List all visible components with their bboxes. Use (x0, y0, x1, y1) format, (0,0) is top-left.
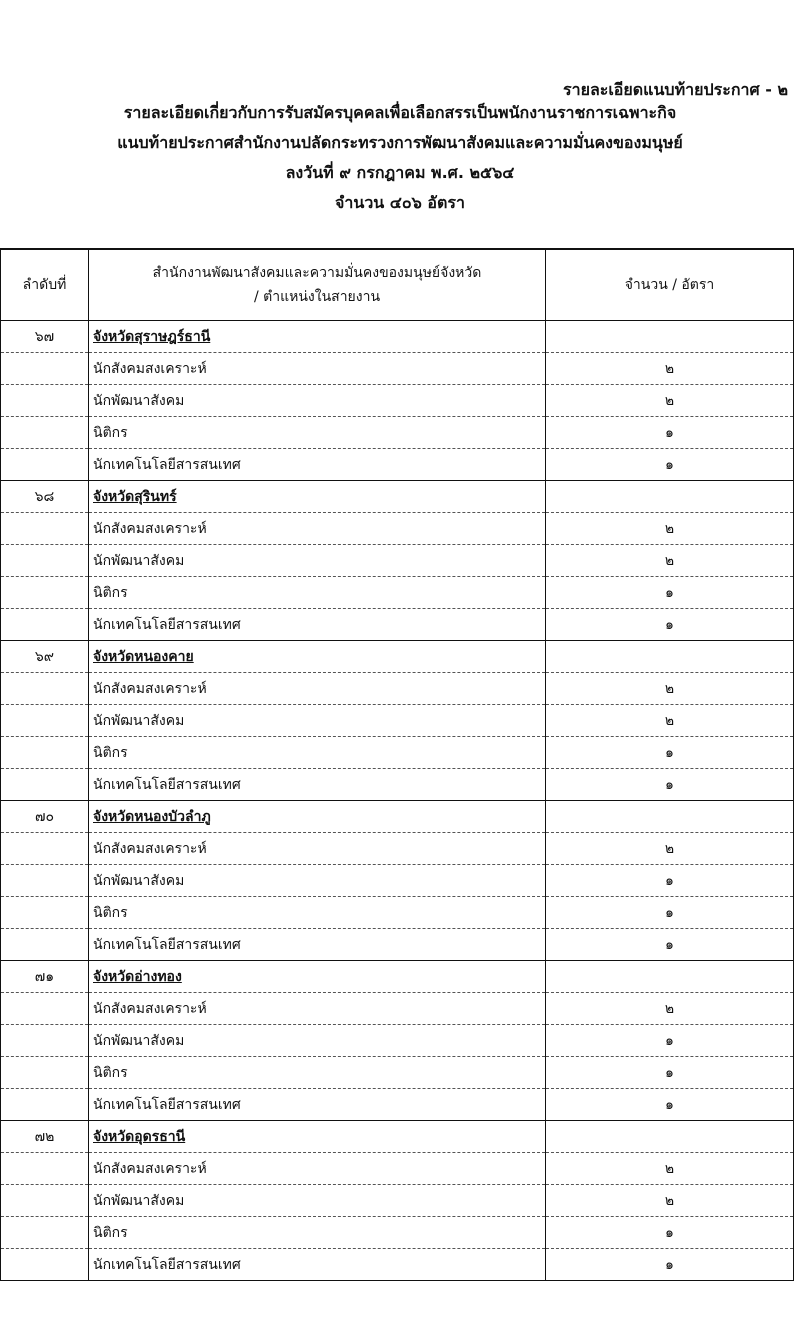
position-title: นักเทคโนโลยีสารสนเทศ (89, 1089, 546, 1121)
province-name: จังหวัดหนองคาย (89, 641, 546, 673)
title-line-3: ลงวันที่ ๙ กรกฎาคม พ.ศ. ๒๕๖๔ (285, 163, 515, 182)
position-count: ๑ (546, 1057, 794, 1089)
position-number-empty (1, 353, 89, 385)
position-row (1, 1249, 794, 1281)
position-row (1, 1089, 794, 1121)
position-count: ๑ (546, 1217, 794, 1249)
position-title: นักพัฒนาสังคม (89, 385, 546, 417)
column-header-count: จำนวน / อัตรา (546, 249, 794, 321)
position-row (1, 353, 794, 385)
position-number-empty (1, 705, 89, 737)
position-number-empty (1, 1153, 89, 1185)
position-row (1, 897, 794, 929)
position-row (1, 577, 794, 609)
position-count: ๑ (546, 1089, 794, 1121)
position-row (1, 865, 794, 897)
position-number-empty (1, 513, 89, 545)
position-number-empty (1, 737, 89, 769)
position-row (1, 833, 794, 865)
province-name: จังหวัดหนองบัวลำภู (89, 801, 546, 833)
column-header-name-line1: สำนักงานพัฒนาสังคมและความมั่นคงของมนุษย์จังหวัด (152, 265, 482, 281)
position-title: นักเทคโนโลยีสารสนเทศ (89, 1249, 546, 1281)
position-number-empty (1, 897, 89, 929)
position-number-empty (1, 449, 89, 481)
position-count: ๒ (546, 1153, 794, 1185)
position-count: ๑ (546, 865, 794, 897)
position-row (1, 385, 794, 417)
position-count: ๑ (546, 417, 794, 449)
attachment-tag: รายละเอียดแนบท้ายประกาศ - ๒ (562, 80, 788, 99)
position-row (1, 929, 794, 961)
province-number: ๗๑ (1, 961, 89, 993)
position-number-empty (1, 1025, 89, 1057)
province-count-empty (546, 641, 794, 673)
position-count: ๒ (546, 993, 794, 1025)
position-title: นักสังคมสงเคราะห์ (89, 833, 546, 865)
position-row (1, 449, 794, 481)
province-row (1, 961, 794, 993)
position-number-empty (1, 929, 89, 961)
province-number: ๖๗ (1, 321, 89, 353)
position-row (1, 609, 794, 641)
column-header-name (89, 249, 546, 321)
position-number-empty (1, 1217, 89, 1249)
position-row (1, 1025, 794, 1057)
position-number-empty (1, 545, 89, 577)
position-title: นักพัฒนาสังคม (89, 1185, 546, 1217)
column-header-name-line2: / ตำแหน่งในสายงาน (253, 289, 381, 305)
province-row (1, 641, 794, 673)
position-title: นักเทคโนโลยีสารสนเทศ (89, 769, 546, 801)
position-count: ๒ (546, 353, 794, 385)
position-row (1, 993, 794, 1025)
position-count: ๑ (546, 609, 794, 641)
province-number: ๖๙ (1, 641, 89, 673)
province-count-empty (546, 1121, 794, 1153)
position-count: ๒ (546, 545, 794, 577)
province-count-empty (546, 481, 794, 513)
position-count: ๑ (546, 769, 794, 801)
province-name: จังหวัดสุรินทร์ (89, 481, 546, 513)
table-body (1, 321, 794, 1281)
position-number-empty (1, 417, 89, 449)
position-number-empty (1, 833, 89, 865)
position-count: ๒ (546, 673, 794, 705)
position-title: นักเทคโนโลยีสารสนเทศ (89, 929, 546, 961)
position-row (1, 769, 794, 801)
position-number-empty (1, 1185, 89, 1217)
position-title: นักพัฒนาสังคม (89, 545, 546, 577)
province-count-empty (546, 321, 794, 353)
position-row (1, 705, 794, 737)
position-title: นิติกร (89, 577, 546, 609)
position-count: ๑ (546, 1025, 794, 1057)
position-count: ๒ (546, 513, 794, 545)
position-number-empty (1, 385, 89, 417)
position-count: ๒ (546, 705, 794, 737)
position-title: นิติกร (89, 897, 546, 929)
province-row (1, 801, 794, 833)
position-title: นักสังคมสงเคราะห์ (89, 673, 546, 705)
document-title-block (0, 98, 800, 218)
province-row (1, 321, 794, 353)
title-line-2: แนบท้ายประกาศสำนักงานปลัดกระทรวงการพัฒนาสังคมและความมั่นคงของมนุษย์ (117, 133, 683, 152)
province-name: จังหวัดอ่างทอง (89, 961, 546, 993)
position-title: นักพัฒนาสังคม (89, 865, 546, 897)
province-name: จังหวัดสุราษฎร์ธานี (89, 321, 546, 353)
position-number-empty (1, 577, 89, 609)
position-count: ๑ (546, 737, 794, 769)
position-title: นิติกร (89, 1057, 546, 1089)
position-number-empty (1, 865, 89, 897)
column-header-no: ลำดับที่ (1, 249, 89, 321)
position-title: นักพัฒนาสังคม (89, 1025, 546, 1057)
position-count: ๒ (546, 833, 794, 865)
position-row (1, 1185, 794, 1217)
position-title: นิติกร (89, 417, 546, 449)
position-number-empty (1, 1249, 89, 1281)
position-count: ๑ (546, 929, 794, 961)
position-title: นิติกร (89, 1217, 546, 1249)
position-count: ๑ (546, 449, 794, 481)
province-count-empty (546, 961, 794, 993)
province-count-empty (546, 801, 794, 833)
position-title: นักเทคโนโลยีสารสนเทศ (89, 609, 546, 641)
position-row (1, 737, 794, 769)
position-number-empty (1, 609, 89, 641)
position-row (1, 545, 794, 577)
position-title: นักพัฒนาสังคม (89, 705, 546, 737)
position-title: นักสังคมสงเคราะห์ (89, 1153, 546, 1185)
position-title: นักสังคมสงเคราะห์ (89, 993, 546, 1025)
position-number-empty (1, 1057, 89, 1089)
position-row (1, 673, 794, 705)
position-row (1, 513, 794, 545)
province-row (1, 481, 794, 513)
position-title: นักสังคมสงเคราะห์ (89, 513, 546, 545)
position-number-empty (1, 673, 89, 705)
position-count: ๒ (546, 385, 794, 417)
position-count: ๒ (546, 1185, 794, 1217)
position-title: นิติกร (89, 737, 546, 769)
position-row (1, 1217, 794, 1249)
position-number-empty (1, 993, 89, 1025)
province-number: ๗๒ (1, 1121, 89, 1153)
position-row (1, 1153, 794, 1185)
province-number: ๖๘ (1, 481, 89, 513)
position-number-empty (1, 1089, 89, 1121)
position-title: นักสังคมสงเคราะห์ (89, 353, 546, 385)
positions-table (0, 248, 794, 1281)
table-header-row (1, 249, 794, 321)
position-row (1, 1057, 794, 1089)
position-count: ๑ (546, 1249, 794, 1281)
title-line-1: รายละเอียดเกี่ยวกับการรับสมัครบุคคลเพื่อเลือกสรรเป็นพนักงานราชการเฉพาะกิจ (123, 103, 677, 122)
position-number-empty (1, 769, 89, 801)
position-count: ๑ (546, 577, 794, 609)
position-title: นักเทคโนโลยีสารสนเทศ (89, 449, 546, 481)
province-row (1, 1121, 794, 1153)
title-line-4: จำนวน ๔๐๖ อัตรา (335, 193, 465, 212)
position-row (1, 417, 794, 449)
province-name: จังหวัดอุดรธานี (89, 1121, 546, 1153)
province-number: ๗๐ (1, 801, 89, 833)
position-count: ๑ (546, 897, 794, 929)
